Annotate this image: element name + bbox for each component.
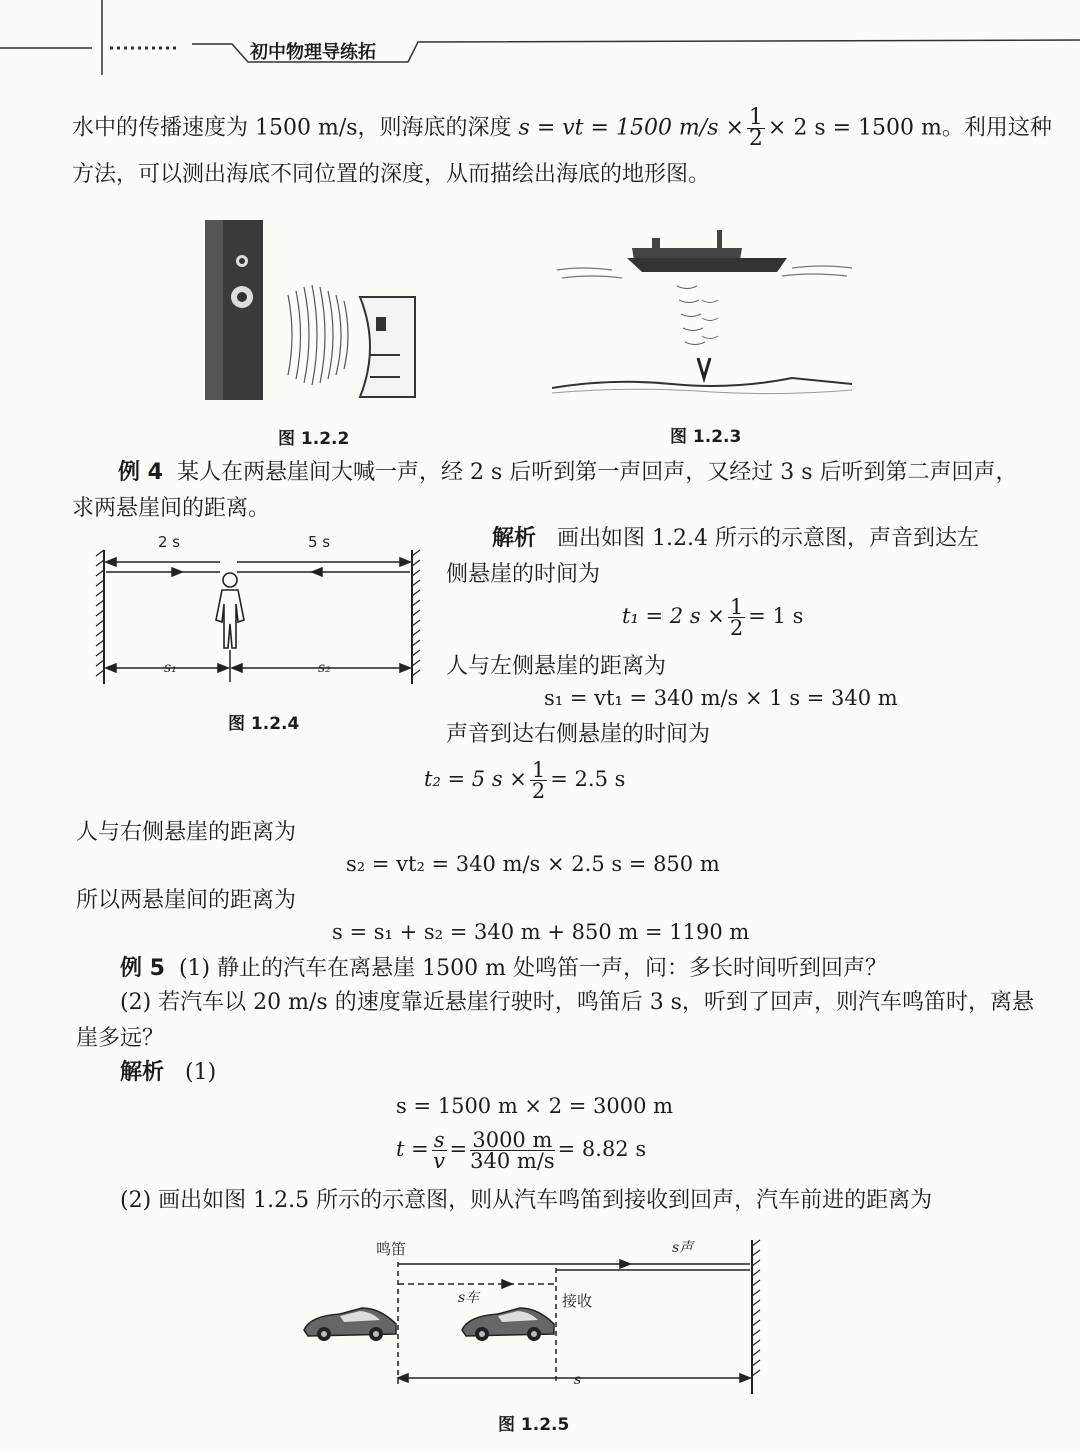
- equation-s1: s₁ = vt₁ = 340 m/s × 1 s = 340 m: [544, 686, 898, 710]
- right-distance-label: 人与右侧悬崖的距离为: [76, 820, 297, 845]
- figure-1-2-4-cliffs: [92, 532, 432, 692]
- figure-1-2-2-speaker-reflection: [200, 215, 440, 405]
- example-5-q2-line-1: (2) 若汽车以 20 m/s 的速度靠近悬崖行驶时，鸣笛后 3 s，听到了回声，则汽车鸣笛时，离悬: [120, 990, 1034, 1015]
- equation-t-882: t = $\frac{s}{v}$ = $\frac{3000 m}{340 m/s}$ = 8.82 s: [396, 1128, 647, 1173]
- fig125-label-s-sound: s声: [672, 1240, 694, 1256]
- figure-1-2-5-car-echo: [300, 1234, 780, 1394]
- fig125-label-whistle: 鸣笛: [376, 1240, 407, 1258]
- fig124-label-5s: 5 s: [308, 533, 331, 551]
- caption-fig-1-2-3: 图 1.2.3: [670, 427, 742, 447]
- total-distance-label: 所以两悬崖间的距离为: [76, 888, 297, 913]
- fig124-label-s2: s₂: [318, 660, 331, 676]
- example-5-q2-line-2: 崖多远？: [76, 1026, 165, 1051]
- example-4-line-1: 例 4 某人在两悬崖间大喊一声，经 2 s 后听到第一声回声，又经过 3 s 后听到第二声回声，: [118, 460, 1018, 485]
- fig125-label-s: s: [574, 1372, 582, 1388]
- header-decoration: [0, 0, 1080, 80]
- intro-line-1: 水中的传播速度为 1500 m/s，则海底的深度 s = vt = 1500 m/s × $\frac{1}{2}$ × 2 s = 1500 m。利用这种: [72, 105, 1052, 151]
- example-4-line-2: 求两悬崖间的距离。: [72, 496, 271, 521]
- fig125-label-s-car: s车: [458, 1290, 480, 1306]
- caption-fig-1-2-5: 图 1.2.5: [498, 1415, 570, 1435]
- example-4-analysis-line-2: 侧悬崖的时间为: [446, 562, 601, 587]
- caption-fig-1-2-4: 图 1.2.4: [228, 714, 300, 734]
- intro-line-2: 方法，可以测出海底不同位置的深度，从而描绘出海底的地形图。: [72, 162, 711, 187]
- fig125-label-receive: 接收: [562, 1292, 593, 1310]
- left-distance-label: 人与左侧悬崖的距离为: [446, 654, 667, 679]
- right-time-label: 声音到达右侧悬崖的时间为: [446, 722, 711, 747]
- equation-t2: t₂ = 5 s × $\frac{1}{2}$ = 2.5 s: [424, 758, 626, 803]
- equation-s-total: s = s₁ + s₂ = 340 m + 850 m = 1190 m: [332, 920, 750, 944]
- equation-s-3000: s = 1500 m × 2 = 3000 m: [396, 1094, 674, 1118]
- equation-s2: s₂ = vt₂ = 340 m/s × 2.5 s = 850 m: [346, 852, 720, 876]
- example-5-analysis: 解析 (1): [120, 1060, 217, 1085]
- car-icon-start: [304, 1308, 396, 1341]
- example-5-q1: 例 5 (1) 静止的汽车在离悬崖 1500 m 处鸣笛一声，问：多长时间听到回声？: [120, 956, 887, 981]
- figure-1-2-3-ship-sonar: [552, 208, 862, 398]
- example-4-analysis-line-1: 解析 画出如图 1.2.4 所示的示意图，声音到达左: [492, 526, 979, 551]
- equation-t1: t₁ = 2 s × $\frac{1}{2}$ = 1 s: [622, 595, 804, 640]
- caption-fig-1-2-2: 图 1.2.2: [278, 429, 350, 449]
- fraction-half: $\frac{1}{2}$: [748, 105, 763, 151]
- fig124-label-2s: 2 s: [158, 533, 181, 551]
- header-title: 初中物理导练拓: [250, 42, 376, 63]
- fig124-label-s1: s₁: [164, 660, 177, 676]
- car-icon-end: [462, 1308, 554, 1341]
- example-5-part-2: (2) 画出如图 1.2.5 所示的示意图，则从汽车鸣笛到接收到回声，汽车前进的距离为: [120, 1188, 933, 1213]
